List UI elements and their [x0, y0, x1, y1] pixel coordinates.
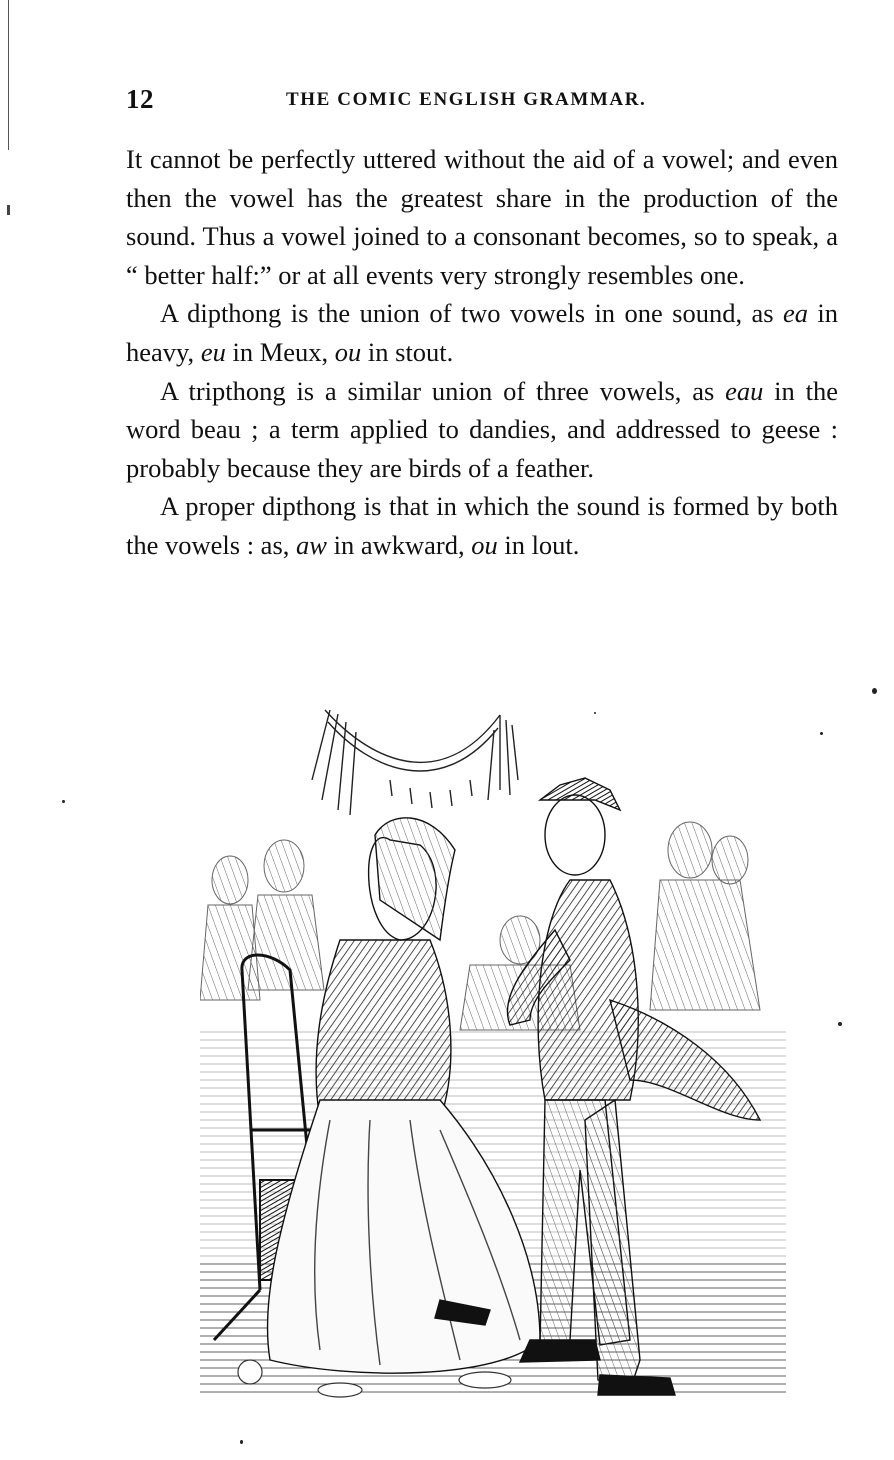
- text-span: in the word beau ; a term applied to dandies, and addressed to geese : probably because they are birds of a feather.: [126, 375, 838, 483]
- print-speck: [594, 712, 596, 714]
- text-span: in stout.: [361, 336, 454, 367]
- italic-example: ou: [471, 529, 498, 560]
- print-speck: [240, 1440, 243, 1444]
- drapery: [312, 710, 518, 815]
- print-speck: [820, 732, 823, 735]
- page-edge-mark: [7, 205, 10, 215]
- background-figures: [200, 822, 760, 1030]
- paragraph-continuation: It cannot be perfectly uttered without the aid of a vowel; and even then the vowel has the greatest share in the production of the sound. Thus a vowel joined to a consonant becomes, so to speak, a “ better half:” or at all events very strongly resembles one.: [126, 144, 838, 290]
- text-span: A tripthong is a similar union of three vowels, as: [160, 375, 726, 406]
- italic-example: ea: [782, 298, 808, 329]
- italic-example: eu: [200, 336, 226, 367]
- text-span: in heavy,: [126, 298, 838, 367]
- text-span: A dipthong is the union of two vowels in one sound, as: [160, 298, 783, 329]
- text-span: in lout.: [497, 529, 580, 560]
- text-span: in awkward,: [326, 529, 472, 560]
- italic-example: eau: [725, 375, 764, 406]
- paragraph-dipthong: [126, 294, 838, 371]
- paragraph-proper-dipthong: [126, 487, 838, 564]
- print-speck: [62, 800, 65, 803]
- running-title: THE COMIC ENGLISH GRAMMAR.: [286, 89, 647, 110]
- page-number: 12: [126, 84, 154, 114]
- text-span: A proper dipthong is that in which the sound is formed by both the vowels : as,: [126, 491, 838, 560]
- italic-example: ou: [334, 336, 362, 367]
- print-speck: [872, 688, 877, 694]
- running-head: [126, 84, 838, 120]
- italic-example: aw: [296, 529, 327, 560]
- page-edge-line: [8, 0, 9, 150]
- print-speck: [838, 1022, 842, 1026]
- body-text: [126, 140, 838, 565]
- text-span: in Meux,: [225, 336, 335, 367]
- engraving-ballroom-scene-icon: [200, 700, 786, 1400]
- paragraph-tripthong: [126, 372, 838, 488]
